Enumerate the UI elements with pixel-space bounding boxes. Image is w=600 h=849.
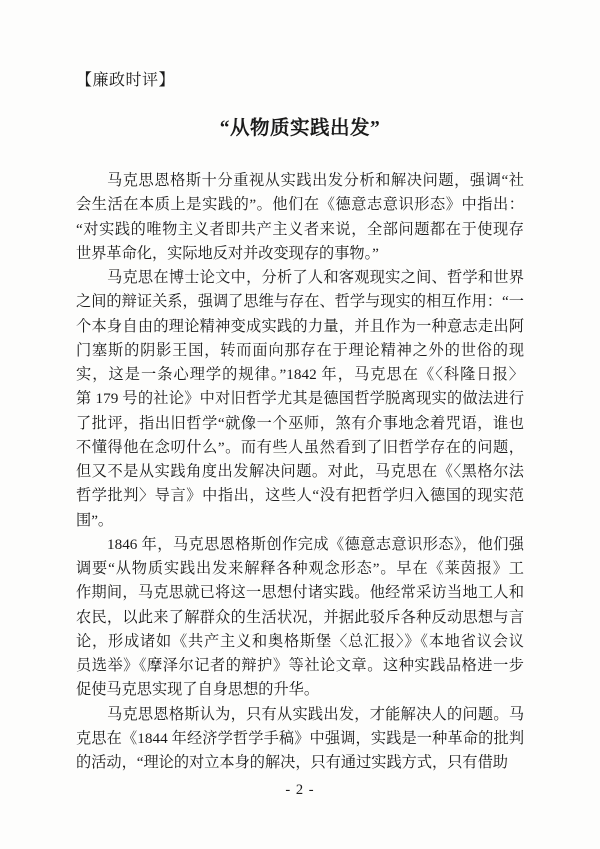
text-line: 克思在《1844 年经济学哲学手稿》中强调，实践是一种革命的批判 [76,729,524,747]
text-line: 马克思在博士论文中，分析了人和客观现实之间、哲学和世界 [107,269,524,286]
paragraph [76,169,524,266]
paragraph [76,703,524,776]
paragraph [76,266,524,533]
text-line: 调要“从物质实践出发来解释各种观念形态”。早在《莱茵报》工 [76,560,524,577]
text-line: 论，形成诸如《共产主义和奥格斯堡〈总汇报〉》《本地省议会议 [76,632,524,650]
text-line: 不懂得他在念叨什么”。而有些人虽然看到了旧哲学存在的问题， [76,438,524,456]
document-title: “从物质实践出发” [219,118,381,139]
text-line: 1846 年，马克思恩格斯创作完成《德意志意识形态》，他们强 [107,535,524,553]
text-line: 员选举》《摩泽尔记者的辩护》等社论文章。这种实践品格进一步 [76,657,524,674]
text-line: 哲学批判〉导言》中指出，这些人“没有把哲学归入德国的现实范 [76,487,524,505]
text-line: 农民，以此来了解群众的生活状况，并据此驳斥各种反动思想与言 [76,608,524,626]
text-line: 实，这是一条心理学的规律。”1842 年，马克思在《〈科隆日报〉 [76,366,524,383]
text-line: 会生活在本质上是实践的”。他们在《德意志意识形态》中指出： [76,196,524,214]
text-line: 围”。 [76,511,114,529]
text-line: 促使马克思实现了自身思想的升华。 [76,681,319,699]
text-line: 门塞斯的阴影王国，转而面向那存在于理论精神之外的世俗的现 [76,341,524,359]
paragraph [76,533,524,703]
page-number: - 2 - [285,782,315,798]
section-label: 【廉政时评】 [76,72,176,89]
text-line: 之间的辩证关系，强调了思维与存在、哲学与现实的相互作用：“一 [76,293,524,311]
text-line: 作期间，马克思就已将这一思想付诸实践。他经常采访当地工人和 [76,584,524,602]
text-line: 但又不是从实践角度出发解决问题。对此，马克思在《〈黑格尔法 [76,463,524,480]
text-line: “对实践的唯物主义者即共产主义者来说，全部问题都在于使现存 [76,220,524,238]
text-line: 个本身自由的理论精神变成实践的力量，并且作为一种意志走出阿 [76,317,524,335]
text-line: 马克思恩格斯十分重视从实践出发分析和解决问题，强调“社 [107,172,524,189]
text-line: 的活动，“理论的对立本身的解决，只有通过实践方式，只有借助 [76,754,508,771]
text-line: 第 179 号的社论》中对旧哲学尤其是德国哲学脱离现实的做法进行 [76,390,524,408]
document-body [76,169,524,775]
text-line: 马克思恩格斯认为，只有从实践出发，才能解决人的问题。马 [107,705,524,723]
text-line: 了批评，指出旧哲学“就像一个巫师，煞有介事地念着咒语，谁也 [76,414,524,432]
text-line: 世界革命化，实际地反对并改变现存的事物。” [76,244,379,262]
